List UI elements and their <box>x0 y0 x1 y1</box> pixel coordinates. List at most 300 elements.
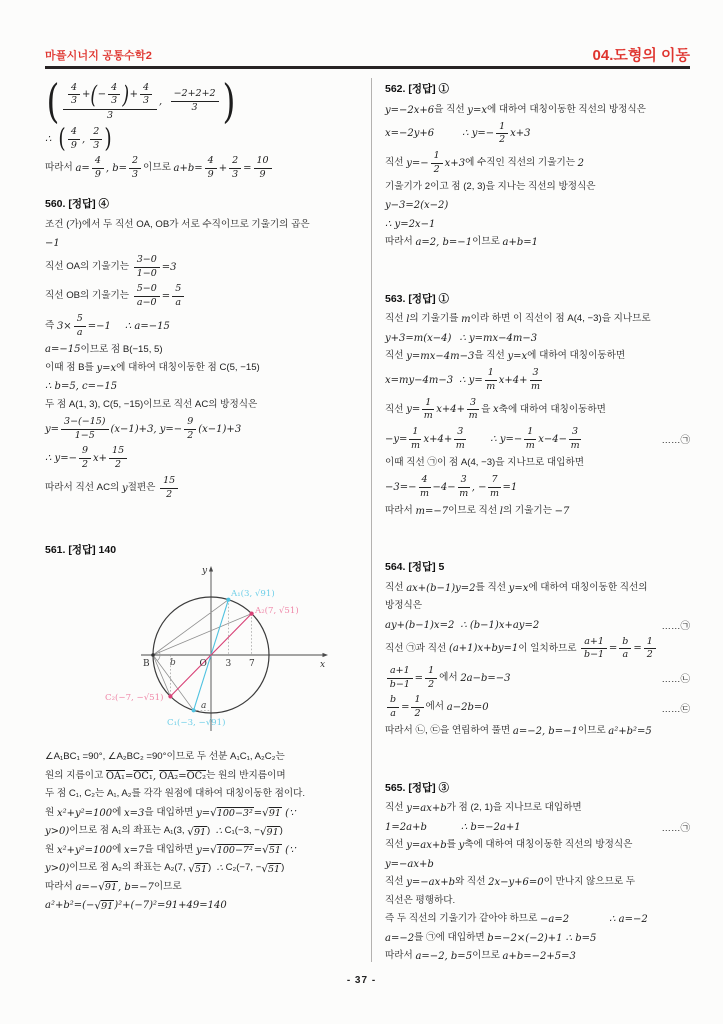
math-line <box>385 198 690 214</box>
math-seg: = <box>608 643 618 655</box>
math-seg: 따라서 <box>45 880 76 892</box>
problem-560 <box>45 196 363 502</box>
problem-563 <box>385 291 690 519</box>
problem-561 <box>45 542 363 914</box>
b-length-label: b <box>170 657 176 668</box>
math-seg: y+3=m(x−4) <box>385 332 452 344</box>
math-seg: ) <box>222 74 236 129</box>
math-seg: ( <box>90 80 98 109</box>
math-seg: = <box>243 163 252 175</box>
math-seg: $\frac{1}{2}$ <box>411 695 423 720</box>
math-seg: 에 대하여 대칭이동하면 <box>527 350 626 362</box>
math-line <box>385 875 690 891</box>
math-seg: a=2, b=−1 <box>415 237 473 249</box>
math-line <box>45 824 363 840</box>
math-seg: l <box>499 505 503 517</box>
math-seg: , b=−7 <box>118 881 154 893</box>
c1-label: C₁(−3, −√91) <box>167 717 226 728</box>
math-seg: $\frac{10}{9}$ <box>254 156 272 181</box>
math-seg: + <box>129 89 138 101</box>
math-line <box>385 819 690 835</box>
math-line <box>385 617 690 633</box>
problem-title: 563. [정답] ① <box>385 292 450 305</box>
math-seg: −1 <box>45 237 60 249</box>
math-line <box>45 379 363 395</box>
math-line <box>45 283 363 310</box>
math-seg: √ 100−3² <box>210 807 253 820</box>
math-seg: ∴ b=5, c=−15 <box>45 381 118 393</box>
math-seg: x²+y²=100 <box>56 844 113 856</box>
math-seg: y=x <box>467 104 487 116</box>
math-seg: y=ax+b <box>406 803 447 815</box>
math-seg: $\frac{1}{2}$ <box>496 122 508 147</box>
math-seg: ∴ a=−2 <box>609 914 648 926</box>
math-seg: a+b=−2+5=3 <box>502 951 576 963</box>
solution-intro <box>45 74 363 182</box>
math-seg: $\frac{1}{2}$ <box>425 666 437 691</box>
math-block <box>45 74 363 182</box>
math-seg: √ 91 <box>187 825 207 838</box>
math-line <box>45 397 363 413</box>
math-line <box>385 150 690 177</box>
ref-mark: ……㉢ <box>661 703 690 715</box>
math-seg: $\frac{1}{m}$ <box>410 425 420 451</box>
math-seg: 직선 <box>385 350 407 362</box>
math-seg: 따라서 <box>45 162 76 174</box>
math-seg: a= <box>75 163 90 175</box>
math-seg: y <box>121 482 128 494</box>
math-seg: 원의 지름이고 <box>45 769 106 781</box>
math-seg: 가 점 (2, 1)을 지나므로 대입하면 <box>446 802 582 814</box>
math-seg: OA₂ <box>159 770 179 782</box>
point-c1 <box>192 708 196 712</box>
math-seg: √ 100−7² <box>210 844 253 857</box>
math-seg: √ 91 <box>262 807 281 820</box>
math-seg: ∴ <box>216 863 223 875</box>
math-line <box>45 842 363 858</box>
math-seg: y=x <box>508 582 529 594</box>
math-seg: $\frac{b}{a}$ <box>619 637 631 662</box>
math-line <box>45 217 363 233</box>
math-seg: OC₁ <box>133 770 153 782</box>
math-line <box>45 313 363 340</box>
math-seg: y=−2x+6 <box>385 104 435 116</box>
math-seg: = <box>178 770 187 782</box>
math-seg: ) <box>208 862 217 874</box>
math-seg: y=ax+b <box>406 840 447 852</box>
math-seg: y <box>458 840 465 852</box>
math-seg: 에서 <box>425 701 447 713</box>
math-seg: y=x <box>96 362 117 374</box>
math-seg: ∴ y=− <box>490 433 523 445</box>
math-block <box>385 580 690 740</box>
point-b-label: B <box>143 658 150 669</box>
figure-svg <box>83 563 331 735</box>
math-seg: $\frac{1}{m}$ <box>423 396 433 422</box>
math-seg: ) <box>122 80 130 109</box>
math-seg: 직선 OB의 기울기는 <box>45 290 132 302</box>
math-seg: )²+(−7)²=91+49=140 <box>114 900 227 912</box>
chapter-title: 04.도형의 이동 <box>592 47 690 64</box>
math-line <box>385 665 690 692</box>
math-seg: $\frac{3}{m}$ <box>468 396 478 422</box>
point-a2 <box>250 611 254 615</box>
math-block <box>385 312 690 519</box>
math-seg: − <box>97 89 107 101</box>
header-rule <box>45 66 690 69</box>
math-line <box>385 179 690 195</box>
math-line <box>45 445 363 472</box>
math-seg: $\frac{2}{3}$ <box>129 156 141 181</box>
math-seg: y=mx−4m−3 <box>406 351 475 363</box>
math-seg: 2a−b=−3 <box>460 672 511 684</box>
math-seg: ∴ y=2x−1 <box>385 218 436 230</box>
math-line <box>385 216 690 232</box>
page-header <box>45 44 690 66</box>
problem-562 <box>385 81 690 251</box>
math-seg <box>111 326 125 327</box>
math-seg: √ 91 <box>98 881 117 894</box>
math-seg: −y= <box>385 433 408 445</box>
math-seg: $\frac{4}{9}$ <box>68 127 80 152</box>
math-seg: $\frac{4}{3}$ <box>68 83 80 108</box>
ref-mark: ……㉠ <box>661 823 690 835</box>
math-seg: x=7 <box>124 844 145 856</box>
math-seg: x+3 <box>510 128 531 140</box>
math-seg: 이 만나지 않으므로 두 <box>543 876 636 888</box>
math-seg: 의 기울기는 <box>502 504 555 516</box>
math-seg: 직선 OA의 기울기는 <box>45 260 132 272</box>
math-seg <box>468 439 490 440</box>
math-seg: 1=2a+b <box>385 821 427 833</box>
math-seg: 원 <box>45 843 57 855</box>
math-seg: =−1 <box>87 320 111 332</box>
math-seg: x+3 <box>444 157 466 169</box>
math-line <box>385 235 690 251</box>
math-seg: ( <box>46 74 60 129</box>
math-line <box>45 155 363 182</box>
math-seg: 따라서 직선 AC의 <box>45 481 122 493</box>
math-line <box>385 724 690 740</box>
math-seg: = <box>161 291 171 303</box>
math-line <box>45 898 363 914</box>
math-seg: ∴ <box>45 133 58 145</box>
math-seg: 에 <box>112 843 125 855</box>
math-seg: 따라서 <box>385 504 416 516</box>
math-seg: x+4+ <box>498 375 528 387</box>
point-c2 <box>168 694 172 698</box>
tick-3-label: 3 <box>225 658 232 669</box>
math-seg: $\frac{2}{3}$ <box>90 127 102 152</box>
problem-title: 560. [정답] ④ <box>45 197 110 210</box>
origin-label: O <box>199 658 207 669</box>
math-line <box>45 342 363 358</box>
math-seg: a=−15 <box>45 344 81 356</box>
math-seg: −4− <box>432 481 456 493</box>
math-seg: ∴ <box>215 826 222 838</box>
math-seg: =1 <box>502 481 518 493</box>
math-seg: (a+1)x+by=1 <box>448 643 519 655</box>
math-seg: $\frac{3}{m}$ <box>455 425 465 451</box>
math-line <box>385 912 690 928</box>
math-seg: $\frac{3-0}{1-0}$ <box>134 255 160 280</box>
math-seg: 축에 대하여 대칭이동하면 <box>498 403 606 415</box>
math-seg: 이므로 <box>577 725 609 737</box>
math-seg: $\frac{4}{m}$ <box>420 473 430 499</box>
math-line <box>385 636 690 663</box>
math-line <box>45 861 363 877</box>
math-seg: 즉 두 직선의 기울기가 같아야 하므로 <box>385 913 541 925</box>
math-seg: √ 51 <box>188 862 208 875</box>
math-seg: 이므로 점 A₂의 좌표는 A₂(7, <box>69 862 189 874</box>
math-seg: 를 ㉠에 대입하면 <box>414 931 488 943</box>
point-b <box>151 653 155 657</box>
math-seg: = <box>253 807 263 819</box>
math-seg: 두 점 A(1, 3), C(5, −15)이므로 직선 AC의 방정식은 <box>45 399 258 411</box>
point-a1 <box>226 597 230 601</box>
math-seg: 와 직선 <box>455 876 489 888</box>
math-seg: y>0) <box>45 826 70 838</box>
left-column <box>45 74 363 972</box>
math-line <box>45 254 363 281</box>
math-seg: 을 직선 <box>434 103 468 115</box>
math-seg: $\frac{1}{m}$ <box>525 425 535 451</box>
math-seg: , b= <box>105 163 127 175</box>
math-seg: b=−2×(−2)+1 ∴ b=5 <box>487 932 597 944</box>
math-seg: $\frac{3}{m}$ <box>531 367 541 393</box>
math-seg: 에 대하여 대칭이동한 직선의 <box>528 581 648 593</box>
math-seg: $\frac{7}{m}$ <box>489 473 499 499</box>
math-seg: 절편은 <box>127 481 159 493</box>
math-seg: a=−2, b=5 <box>415 951 473 963</box>
math-seg: 이라 하면 이 직선이 점 A(4, −3)을 지나므로 <box>470 313 651 325</box>
math-line <box>385 893 690 909</box>
math-seg: 원 <box>45 806 57 818</box>
math-seg: 이므로 직선 <box>448 504 500 516</box>
math-seg: −7 <box>554 505 570 517</box>
math-line <box>45 126 363 153</box>
math-seg: −3=− <box>385 481 417 493</box>
math-seg: $\frac{4}{9}$ <box>205 156 217 181</box>
math-seg: 따라서 <box>385 950 416 962</box>
math-seg: =3 <box>161 261 177 273</box>
math-line <box>385 312 690 328</box>
math-seg: 에 대하여 대칭이동한 직선의 방정식은 <box>486 103 646 115</box>
math-seg: x²+y²=100 <box>56 807 113 819</box>
math-line <box>385 474 690 501</box>
circle-diagram <box>83 563 363 740</box>
math-seg <box>427 827 461 828</box>
math-seg: + <box>218 163 228 175</box>
book-title: 마플시너지 공통수학2 <box>45 50 153 62</box>
math-seg: (x−1)+3, y=− <box>110 423 183 435</box>
math-seg: 기울기가 2이고 점 (2, 3)을 지나는 직선의 방정식은 <box>385 180 596 192</box>
math-seg: 축에 대하여 대칭이동한 직선의 방정식은 <box>464 839 633 851</box>
math-seg: 방정식은 <box>385 600 423 612</box>
ref-mark: ……㉠ <box>661 435 690 447</box>
math-seg: 의 기울기를 <box>409 313 462 325</box>
math-seg: $\frac{a+1}{b-1}$ <box>581 637 607 662</box>
math-seg: ∴ (b−1)x+ay=2 <box>460 619 540 631</box>
a2-label: A₂(7, √51) <box>255 605 299 616</box>
math-seg: OA₁ <box>105 770 125 782</box>
math-block <box>385 102 690 251</box>
math-seg: $\frac{5-0}{a-0}$ <box>134 284 160 309</box>
math-seg: , <box>152 770 160 782</box>
math-seg: √ 51 <box>262 844 281 857</box>
a-length-label: a <box>201 700 207 711</box>
math-seg: $\frac{4}{3}$ + ( − $\frac{4}{3}$ ) + $\frac{4}{3}$ 3 <box>63 82 157 123</box>
math-line <box>45 805 363 821</box>
math-seg: 이므로 점 A₁의 좌표는 A₁(3, <box>69 825 188 837</box>
math-line <box>385 397 690 424</box>
math-line <box>385 580 690 596</box>
math-seg: $\frac{9}{2}$ <box>79 446 91 471</box>
math-seg: $\frac{4}{9}$ <box>92 156 104 181</box>
math-seg: a=− <box>75 881 99 893</box>
math-seg: $\frac{4}{3}$ <box>108 83 120 108</box>
math-seg: = <box>253 844 263 856</box>
math-line <box>45 750 363 766</box>
problem-title: 564. [정답] 5 <box>385 561 445 574</box>
math-seg: a+b=1 <box>502 237 539 249</box>
math-seg: (x−1)+3 <box>198 423 242 435</box>
chord-b-a1 <box>153 599 228 654</box>
math-line <box>385 838 690 854</box>
math-seg: $\frac{3-(-15)}{1-5}$ <box>61 417 108 442</box>
math-seg: ∴ a=−15 <box>124 320 170 332</box>
math-seg: a=−2 <box>385 932 415 944</box>
math-seg: y= <box>406 404 421 416</box>
math-line <box>385 801 690 817</box>
math-seg: 을 <box>481 403 494 415</box>
math-seg: C₂(−7, − <box>222 862 262 874</box>
math-seg: $\frac{9}{2}$ <box>184 417 196 442</box>
math-seg: 이므로 <box>472 950 503 962</box>
math-seg: 직선 <box>385 839 407 851</box>
math-seg: $\frac{2}{3}$ <box>229 156 241 181</box>
math-seg: $\frac{3}{m}$ <box>459 473 469 499</box>
math-seg: $\frac{1}{2}$ <box>431 151 443 176</box>
math-seg: C₁(−3, − <box>221 825 260 837</box>
math-seg: m <box>461 314 471 326</box>
math-seg: OC₂ <box>186 770 207 782</box>
math-seg: x−4− <box>538 433 568 445</box>
math-seg: y=x <box>507 351 528 363</box>
problem-564 <box>385 559 690 740</box>
math-seg: a=−2, b=−1 <box>512 726 578 738</box>
math-seg: = <box>401 702 410 714</box>
math-seg: a−2b=0 <box>446 702 489 714</box>
math-seg: −a=2 <box>540 914 570 926</box>
problem-title: 565. [정답] ③ <box>385 781 450 794</box>
math-seg: a²+b²=(− <box>45 900 95 912</box>
math-seg: = <box>633 643 642 655</box>
math-seg: 이 일치하므로 <box>518 642 580 654</box>
math-seg: 이므로 <box>153 880 182 892</box>
math-seg: y>0) <box>45 863 70 875</box>
math-seg: $\frac{1}{2}$ <box>644 637 656 662</box>
math-seg: 에서 <box>439 671 461 683</box>
math-seg: y=− <box>406 157 429 169</box>
math-seg: $\frac{b}{a}$ <box>387 695 399 720</box>
y-axis-arrow-icon <box>209 566 213 572</box>
math-seg: m=−7 <box>415 505 449 517</box>
math-seg: ∴ y=− <box>45 453 77 465</box>
math-seg: 3× <box>56 320 72 332</box>
math-seg: $\frac{4}{3}$ <box>140 83 152 108</box>
math-block <box>385 801 690 965</box>
math-seg: 두 점 C₁, C₂는 A₁, A₂를 각각 원점에 대하여 대칭이동한 점이다. <box>45 788 306 800</box>
math-seg: ) <box>207 825 216 837</box>
math-seg: ∴ y= <box>459 375 483 387</box>
math-seg: 2 <box>577 157 585 169</box>
math-line <box>45 768 363 784</box>
math-seg: x+4+ <box>436 404 466 416</box>
math-line <box>385 599 690 615</box>
math-seg: 이므로 <box>472 236 503 248</box>
math-seg: x+4+ <box>423 433 453 445</box>
math-line <box>45 879 363 895</box>
math-seg: 이므로 점 B(−15, 5) <box>80 343 163 355</box>
math-line <box>385 426 690 453</box>
math-seg: 을 대입하면 <box>144 806 197 818</box>
math-seg: ) <box>104 124 113 155</box>
math-seg: , <box>159 96 169 108</box>
a1-label: A₁(3, √91) <box>231 588 275 599</box>
math-seg: = <box>414 672 424 684</box>
math-seg: 직선 <box>385 802 407 814</box>
math-seg: ( <box>58 124 66 155</box>
y-axis-label: y <box>202 565 208 576</box>
column-divider <box>371 78 372 962</box>
math-line <box>385 330 690 346</box>
problem-title: 562. [정답] ① <box>385 83 450 95</box>
math-seg: ∠A₁BC₁ =90°, ∠A₂BC₂ =90°이므로 두 선분 A₁C₁, A₂C₂는 <box>45 751 285 763</box>
math-seg: ) <box>279 825 283 837</box>
right-column <box>385 78 690 972</box>
math-seg: x <box>493 404 499 416</box>
math-seg: (∵ <box>281 844 296 856</box>
math-seg: √ 91 <box>94 899 114 912</box>
math-seg: $\frac{3}{m}$ <box>570 425 580 451</box>
math-seg: 직선 <box>385 581 407 593</box>
math-line <box>385 503 690 519</box>
tick-7-label: 7 <box>249 658 255 669</box>
ref-mark: ……㉠ <box>661 621 690 633</box>
math-line <box>385 349 690 365</box>
math-seg: 2x−y+6=0 <box>488 877 544 889</box>
math-seg: ) <box>281 862 285 874</box>
math-seg <box>451 338 459 339</box>
math-seg: = <box>124 770 134 782</box>
chord-b-a2 <box>153 613 252 654</box>
page-content <box>45 74 690 972</box>
math-line <box>45 74 363 129</box>
math-seg: y= <box>196 844 211 856</box>
math-seg: 조건 (가)에서 두 직선 OA, OB가 서로 수직이므로 기울기의 곱은 <box>45 218 310 230</box>
math-seg: 직선 <box>385 876 407 888</box>
math-line <box>385 856 690 872</box>
math-seg: 직선 ㉠과 직선 <box>385 642 449 654</box>
math-seg: $\frac{a+1}{b-1}$ <box>387 666 413 691</box>
math-seg: 를 직선 <box>475 581 509 593</box>
math-seg: √ 51 <box>261 862 281 875</box>
math-line <box>385 455 690 471</box>
math-line <box>385 102 690 118</box>
math-seg: , <box>81 133 89 145</box>
math-line <box>45 235 363 251</box>
